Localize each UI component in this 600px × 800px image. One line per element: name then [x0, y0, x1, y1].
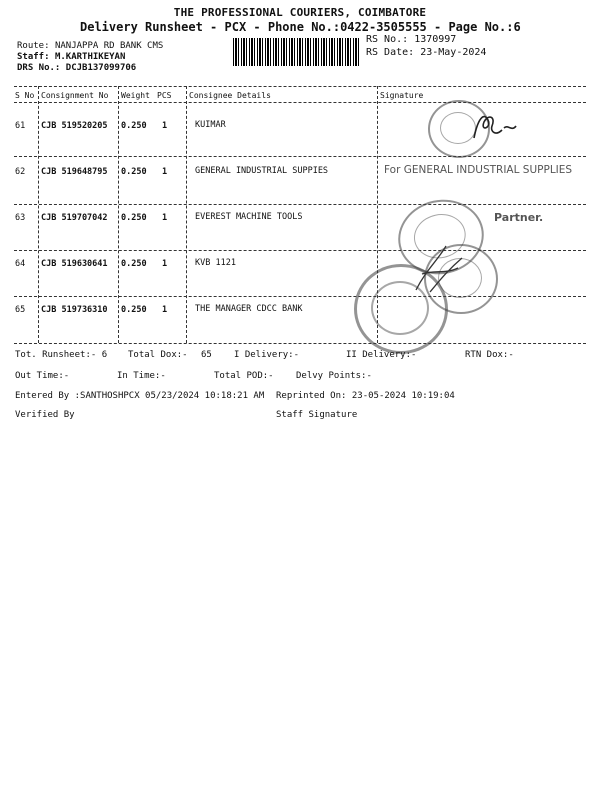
route-value: NANJAPPA RD BANK CMS: [54, 41, 164, 51]
drs-line: [17, 63, 136, 73]
row-pcs: 1: [162, 121, 168, 131]
col-header-weight: Weight: [121, 91, 150, 100]
column-divider: [38, 86, 39, 343]
row-consignment: CJB 519630641: [41, 259, 108, 269]
row-divider: [14, 250, 586, 251]
row-consignee: THE MANAGER CDCC BANK: [195, 304, 303, 314]
row-weight: 0.250: [121, 121, 147, 131]
handwritten-signature: [466, 110, 526, 144]
rs-date-line: [366, 47, 486, 58]
route-line: [17, 41, 163, 51]
table-top-rule: [14, 86, 586, 87]
col-header-consignment: Consignment No: [41, 91, 109, 100]
barcode: [233, 38, 361, 66]
col-header-consignee: Consignee Details: [189, 91, 271, 100]
rs-no-line: [366, 34, 456, 45]
total-dox-value: 65: [201, 350, 212, 360]
row-consignment: CJB 519736310: [41, 305, 108, 315]
row-consignee: EVEREST MACHINE TOOLS: [195, 212, 303, 222]
row-pcs: 1: [162, 167, 168, 177]
runsheet-subtitle: Delivery Runsheet - PCX - Phone No.:0422-3505555 - Page No.:6: [80, 20, 521, 34]
row-consignment: CJB 519707042: [41, 213, 108, 223]
rs-date-label: RS Date:: [366, 47, 415, 58]
i-delivery: I Delivery:-: [234, 350, 300, 360]
row-weight: 0.250: [121, 259, 147, 269]
entered-by: Entered By :SANTHOSHPCX 05/23/2024 10:18:21 AM: [15, 391, 265, 401]
rs-date-value: 23-May-2024: [420, 47, 487, 58]
row-sno: 62: [15, 167, 26, 177]
company-stamp-text: For GENERAL INDUSTRIAL SUPPLIES: [384, 164, 573, 176]
rtn-dox: RTN Dox:-: [465, 350, 514, 360]
row-sno: 61: [15, 121, 26, 131]
in-time: In Time:-: [117, 371, 166, 381]
table-header-rule: [14, 102, 586, 103]
staff-signature: Staff Signature: [276, 410, 358, 420]
rs-no-label: RS No.:: [366, 34, 409, 45]
col-header-signature: Signature: [380, 91, 424, 100]
row-pcs: 1: [162, 259, 168, 269]
row-pcs: 1: [162, 213, 168, 223]
col-header-sno: S No: [15, 91, 35, 100]
row-consignee: GENERAL INDUSTRIAL SUPPIES: [195, 166, 329, 176]
row-divider: [14, 296, 586, 297]
row-divider: [14, 204, 586, 205]
staff-line: [17, 52, 125, 62]
row-consignee: KUIMAR: [195, 120, 226, 130]
row-weight: 0.250: [121, 213, 147, 223]
rs-no-value: 1370997: [414, 34, 457, 45]
partner-stamp-text: Partner.: [494, 211, 544, 224]
tot-runsheet: Tot. Runsheet:- 6: [15, 350, 108, 360]
row-consignee: KVB 1121: [195, 258, 236, 268]
drs-label: DRS No.:: [17, 63, 61, 73]
row-sno: 65: [15, 305, 26, 315]
row-consignment: CJB 519648795: [41, 167, 108, 177]
route-label: Route:: [17, 41, 50, 51]
row-sno: 63: [15, 213, 26, 223]
row-consignment: CJB 519520205: [41, 121, 108, 131]
staff-value: M.KARTHIKEYAN: [54, 52, 126, 62]
staff-label: Staff:: [17, 52, 50, 62]
ii-delivery: II Delivery:-: [346, 350, 417, 360]
delvy-points: Delvy Points:-: [296, 371, 372, 381]
out-time: Out Time:-: [15, 371, 70, 381]
row-weight: 0.250: [121, 167, 147, 177]
total-dox-label: Total Dox:-: [128, 350, 188, 360]
handwritten-signature: [410, 240, 470, 300]
verified-by: Verified By: [15, 410, 75, 420]
reprinted-on: Reprinted On: 23-05-2024 10:19:04: [276, 391, 455, 401]
row-pcs: 1: [162, 305, 168, 315]
row-divider: [14, 156, 586, 157]
total-pod: Total POD:-: [214, 371, 274, 381]
column-divider: [118, 86, 119, 343]
row-weight: 0.250: [121, 305, 147, 315]
row-sno: 64: [15, 259, 26, 269]
table-bottom-rule: [14, 343, 586, 344]
col-header-pcs: PCS: [157, 91, 172, 100]
drs-value: DCJB137099706: [65, 63, 137, 73]
company-title: THE PROFESSIONAL COURIERS, COIMBATORE: [173, 6, 427, 19]
column-divider: [186, 86, 187, 343]
